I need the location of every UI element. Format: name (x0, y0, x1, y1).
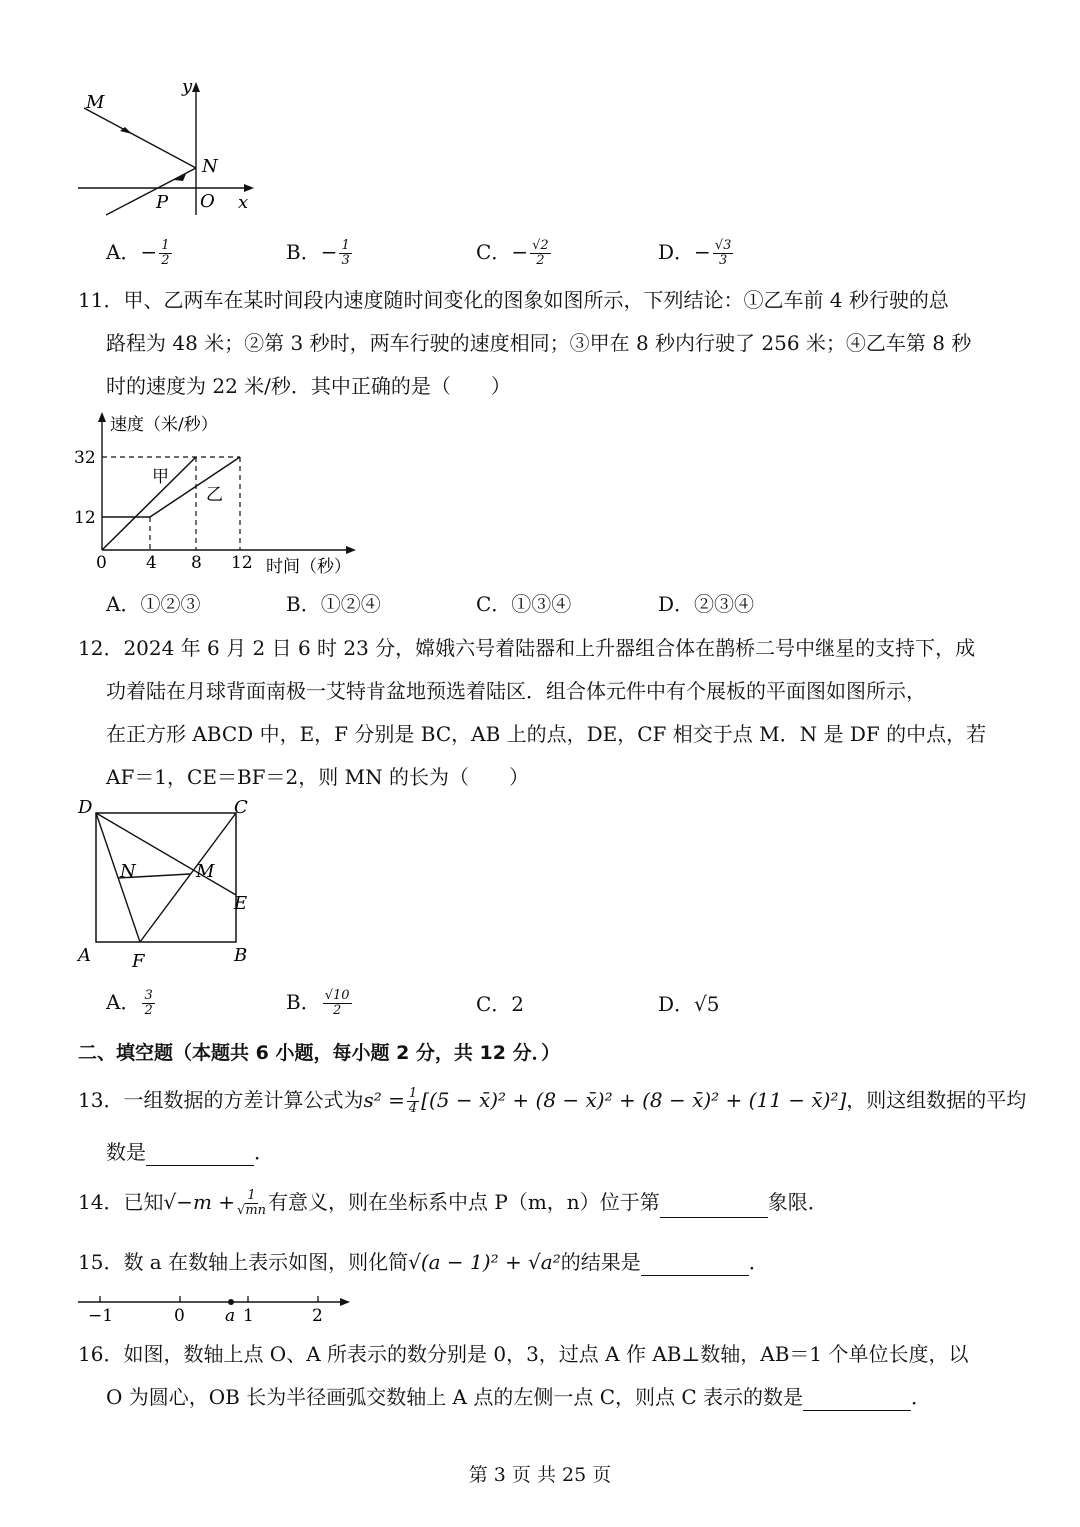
q10-label-x: x (238, 192, 249, 213)
q12-label-b: B (234, 945, 248, 966)
q14-prefix: 14．已知 (78, 1190, 164, 1214)
q12-label-n: N (120, 861, 136, 882)
page-footer: 第 3 页 共 25 页 (468, 1464, 612, 1486)
numerator: 3 (144, 988, 153, 1003)
q14-radical: √−m + (163, 1190, 236, 1214)
q12-line2: 功着陆在月球背面南极一艾特肯盆地预选着陆区．组合体元件中有个展板的平面图如图所示， (106, 679, 926, 703)
q11-tick-32: 32 (74, 448, 96, 468)
q12-label-m: M (196, 861, 215, 882)
q14-answer-blank[interactable] (660, 1197, 768, 1218)
q12-figure (70, 795, 270, 975)
q11-option-a[interactable]: A．①②③ (106, 592, 201, 616)
option-label: A． (106, 990, 141, 1014)
numerator: 1 (247, 1188, 256, 1203)
numerator: √10 (324, 988, 350, 1003)
q10-figure (70, 70, 270, 230)
numerator: 1 (161, 238, 170, 253)
q10-label-y: y (182, 76, 193, 97)
q13-s2: s² = (363, 1088, 405, 1112)
minus-sign: − (511, 240, 529, 264)
numerator: √3 (714, 238, 732, 253)
denominator: 2 (144, 1003, 153, 1018)
q11-option-b[interactable]: B．①②④ (286, 592, 381, 616)
q13-end: ． (254, 1140, 274, 1164)
q12-label-e: E (234, 893, 248, 914)
option-label: C． (476, 240, 512, 264)
q11-line1: 11．甲、乙两车在某时间段内速度随时间变化的图象如图所示，下列结论：①乙车前 4 秒行驶的总 (78, 288, 949, 312)
q16-line2 (106, 1383, 931, 1411)
fraction (407, 1087, 419, 1116)
q10-label-p: P (156, 192, 169, 213)
q12-option-b[interactable] (286, 988, 354, 1018)
q11-tick-4: 4 (146, 553, 157, 573)
q15-end: ． (748, 1250, 769, 1274)
q11-option-c[interactable]: C．①③④ (476, 592, 572, 616)
option-label: D． (658, 240, 695, 264)
q15-answer-blank[interactable] (641, 1255, 749, 1276)
q12-option-d[interactable]: D．√5 (658, 992, 720, 1016)
fraction (713, 239, 734, 268)
q15-number-line (74, 1290, 364, 1326)
q12-line4: AF＝1，CE＝BF＝2，则 MN 的长为（ ） (106, 765, 529, 789)
q10-label-m: M (86, 92, 105, 113)
fraction (323, 989, 352, 1018)
fraction (159, 239, 171, 268)
q13-prefix: 13．一组数据的方差计算公式为 (78, 1088, 364, 1112)
q12-option-c[interactable]: C．2 (476, 992, 525, 1016)
q13-formula: [(5 − x̄)² + (8 − x̄)² + (8 − x̄)² + (11 − x̄)²] (421, 1088, 847, 1112)
minus-sign: − (320, 240, 338, 264)
q15-tick-2: 2 (312, 1306, 323, 1326)
q10-option-a[interactable] (106, 238, 174, 268)
q10-label-n: N (202, 156, 218, 177)
q13-line2 (106, 1138, 274, 1166)
q11-tick-12x: 12 (231, 553, 253, 573)
q14-line (78, 1188, 828, 1218)
q15-tick-1: 1 (243, 1306, 254, 1326)
q11-ylabel: 速度（米/秒） (110, 415, 218, 435)
q15-tick-0: 0 (174, 1306, 185, 1326)
q10-option-c[interactable] (476, 238, 553, 268)
q12-line3: 在正方形 ABCD 中，E，F 分别是 BC，AB 上的点，DE，CF 相交于点 M．N 是 DF 的中点，若 (106, 722, 987, 746)
minus-sign: − (140, 240, 158, 264)
denominator: 2 (332, 1003, 342, 1018)
fraction (142, 989, 154, 1018)
q15-prefix: 15．数 a 在数轴上表示如图，则化简 (78, 1250, 409, 1274)
q15-line (78, 1248, 769, 1276)
q11-line2: 路程为 48 米；②第 3 秒时，两车行驶的速度相同；③甲在 8 秒内行驶了 256 米；④乙车第 8 秒 (106, 331, 972, 355)
q12-label-a: A (78, 945, 91, 966)
option-label: B． (286, 990, 321, 1014)
q11-xlabel: 时间（秒） (266, 557, 351, 577)
fraction (339, 239, 351, 268)
numerator: √2 (532, 238, 549, 253)
q12-label-c: C (234, 797, 248, 818)
q12-option-a[interactable] (106, 988, 157, 1018)
denominator: 4 (408, 1101, 418, 1116)
denominator: 3 (341, 253, 350, 268)
q12-label-f: F (132, 951, 145, 972)
section-heading: 二、填空题（本题共 6 小题，每小题 2 分，共 12 分．） (78, 1042, 561, 1064)
q13-line2-text: 数是 (106, 1140, 146, 1164)
fraction (237, 1189, 266, 1218)
q10-option-d[interactable] (658, 238, 735, 268)
q11-line3: 时的速度为 22 米/秒．其中正确的是（ ） (106, 374, 511, 398)
denominator: √mn (237, 1203, 267, 1218)
numerator: 1 (408, 1086, 418, 1101)
q11-label-jia: 甲 (152, 467, 169, 487)
q15-tick-neg1: −1 (88, 1306, 114, 1326)
q14-text: 有意义，则在坐标系中点 P（m，n）位于第 (268, 1190, 660, 1214)
q14-end: 象限． (767, 1190, 828, 1214)
q13-answer-blank[interactable] (146, 1145, 254, 1166)
option-label: B． (286, 240, 321, 264)
q15-text: 的结果是 (560, 1250, 641, 1274)
q16-end: ． (911, 1385, 932, 1409)
q11-chart (70, 408, 370, 580)
q11-tick-0: 0 (96, 553, 107, 573)
q11-label-yi: 乙 (206, 485, 223, 505)
q10-label-o: O (200, 191, 215, 212)
fraction (530, 239, 551, 268)
q11-tick-8: 8 (191, 553, 202, 573)
q11-option-d[interactable]: D．②③④ (658, 592, 755, 616)
minus-sign: − (694, 240, 711, 264)
q16-answer-blank[interactable] (803, 1390, 911, 1411)
denominator: 2 (536, 253, 545, 268)
denominator: 2 (161, 253, 170, 268)
q16-line2-text: O 为圆心，OB 长为半径画弧交数轴上 A 点的左侧一点 C，则点 C 表示的数是 (106, 1385, 804, 1409)
q13-line1 (78, 1086, 1026, 1116)
q12-line1: 12．2024 年 6 月 2 日 6 时 23 分，嫦娥六号着陆器和上升器组合体在鹊桥二号中继星的支持下，成 (78, 636, 976, 660)
q15-tick-a: a (225, 1306, 236, 1326)
q15-expression: √(a − 1)² + √a² (408, 1250, 561, 1274)
denominator: 3 (718, 253, 728, 268)
numerator: 1 (341, 238, 350, 253)
q11-tick-12: 12 (74, 508, 96, 528)
q13-suffix: ，则这组数据的平均 (846, 1088, 1027, 1112)
q10-option-b[interactable] (286, 238, 354, 268)
option-label: A． (106, 240, 141, 264)
q16-line1: 16．如图，数轴上点 O、A 所表示的数分别是 0，3，过点 A 作 AB⊥数轴，AB＝1 个单位长度，以 (78, 1342, 969, 1366)
q12-label-d: D (78, 797, 93, 818)
